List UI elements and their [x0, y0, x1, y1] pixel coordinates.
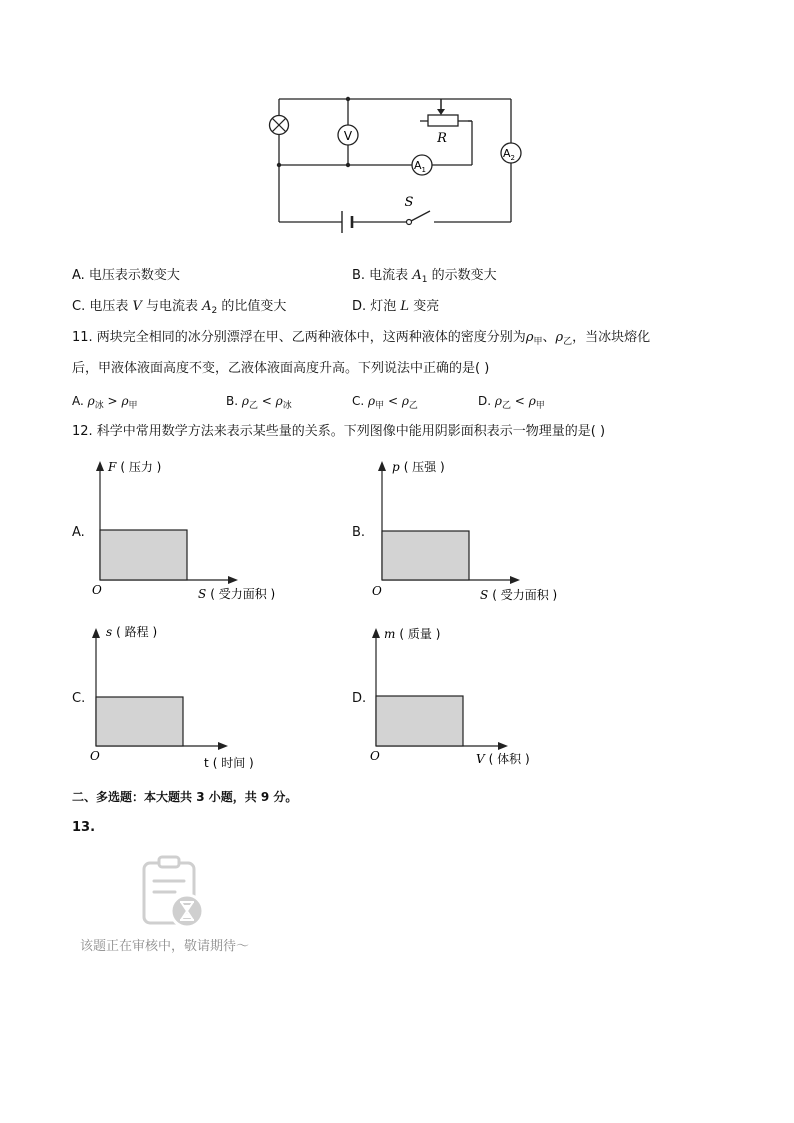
section-2-heading: 二、多选题：本大题共 3 小题，共 9 分。 [72, 790, 298, 804]
ammeter-a2-icon [501, 143, 521, 163]
graph-c-option: C. [72, 691, 86, 706]
q11-option-a: A. $\rho_冰 > \rho_甲$ [72, 394, 138, 411]
circuit-diagram [260, 85, 530, 235]
q11-stem-line2: 后，甲液体液面高度不变，乙液体液面高度升高。下列说法中正确的是( ) [72, 361, 490, 376]
graph-b-origin: O [372, 584, 382, 598]
graph-d-x-label: V ( 体积 ) [476, 752, 530, 766]
q11-option-d: D. $\rho_乙 < \rho_甲$ [478, 394, 545, 411]
shaded-area [100, 530, 187, 580]
graph-b [370, 455, 600, 610]
q10-option-d: D. 灯泡 L 变亮 [352, 299, 440, 314]
graph-d-option: D. [352, 691, 367, 706]
graph-d-y-label: m ( 质量 ) [384, 627, 441, 641]
graph-b-y-label: p ( 压强 ) [392, 460, 445, 474]
shaded-area [96, 697, 183, 746]
q13-number: 13. [72, 820, 96, 835]
graph-c-origin: O [90, 749, 100, 763]
graph-b-option: B. [352, 525, 366, 540]
graph-c-x-label: t ( 时间 ) [204, 756, 254, 770]
q12-stem: 12. 科学中常用数学方法来表示某些量的关系。下列图像中能用阴影面积表示一物理量的是( ) [72, 424, 606, 439]
graph-a [88, 455, 318, 610]
q10-option-b: B. 电流表 $A_1$ 的示数变大 [352, 268, 497, 285]
graph-a-option: A. [72, 525, 85, 540]
graph-a-y-label: F ( 压力 ) [108, 460, 162, 474]
lamp-icon [270, 116, 289, 135]
q13-pending-text: 该题正在审核中，敬请期待～ [80, 939, 250, 954]
graph-c [84, 620, 314, 775]
q10-option-a: A. 电压表示数变大 [72, 268, 180, 283]
graph-d-origin: O [370, 749, 380, 763]
clipboard-hourglass-icon [137, 853, 212, 933]
rheostat-slider-arrow [437, 109, 445, 115]
svg-text:A2: $A_2$ [503, 147, 515, 162]
switch-contact [407, 220, 412, 225]
ammeter-a1-icon [412, 155, 432, 175]
q11-options [72, 391, 138, 416]
rheostat-label: R [437, 131, 447, 146]
switch-lever [411, 211, 430, 221]
switch-label: S [404, 195, 414, 210]
shaded-area [376, 696, 463, 746]
shaded-area [382, 531, 469, 580]
svg-text:A1: $A_1$ [414, 159, 426, 174]
svg-text:V: V [343, 129, 353, 143]
voltmeter-icon [338, 125, 358, 145]
graph-c-y-label: s ( 路程 ) [106, 625, 158, 639]
q10-option-c: C. 电压表 V 与电流表 $A_2$ 的比值变大 [72, 299, 287, 316]
graph-d [364, 620, 594, 775]
graph-b-x-label: S ( 受力面积 ) [480, 588, 558, 602]
rheostat-resistor [428, 115, 458, 126]
graph-a-origin: O [92, 583, 102, 597]
graph-a-x-label: S ( 受力面积 ) [198, 587, 276, 601]
q11-stem-line1: 11. 两块完全相同的冰分别漂浮在甲、乙两种液体中，这两种液体的密度分别为$\rho_甲$、$\rho_乙$，当冰块熔化 [72, 330, 651, 347]
q11-option-c: C. $\rho_甲 < \rho_乙$ [352, 394, 418, 411]
q11-option-b: B. $\rho_乙 < \rho_冰$ [226, 394, 292, 411]
